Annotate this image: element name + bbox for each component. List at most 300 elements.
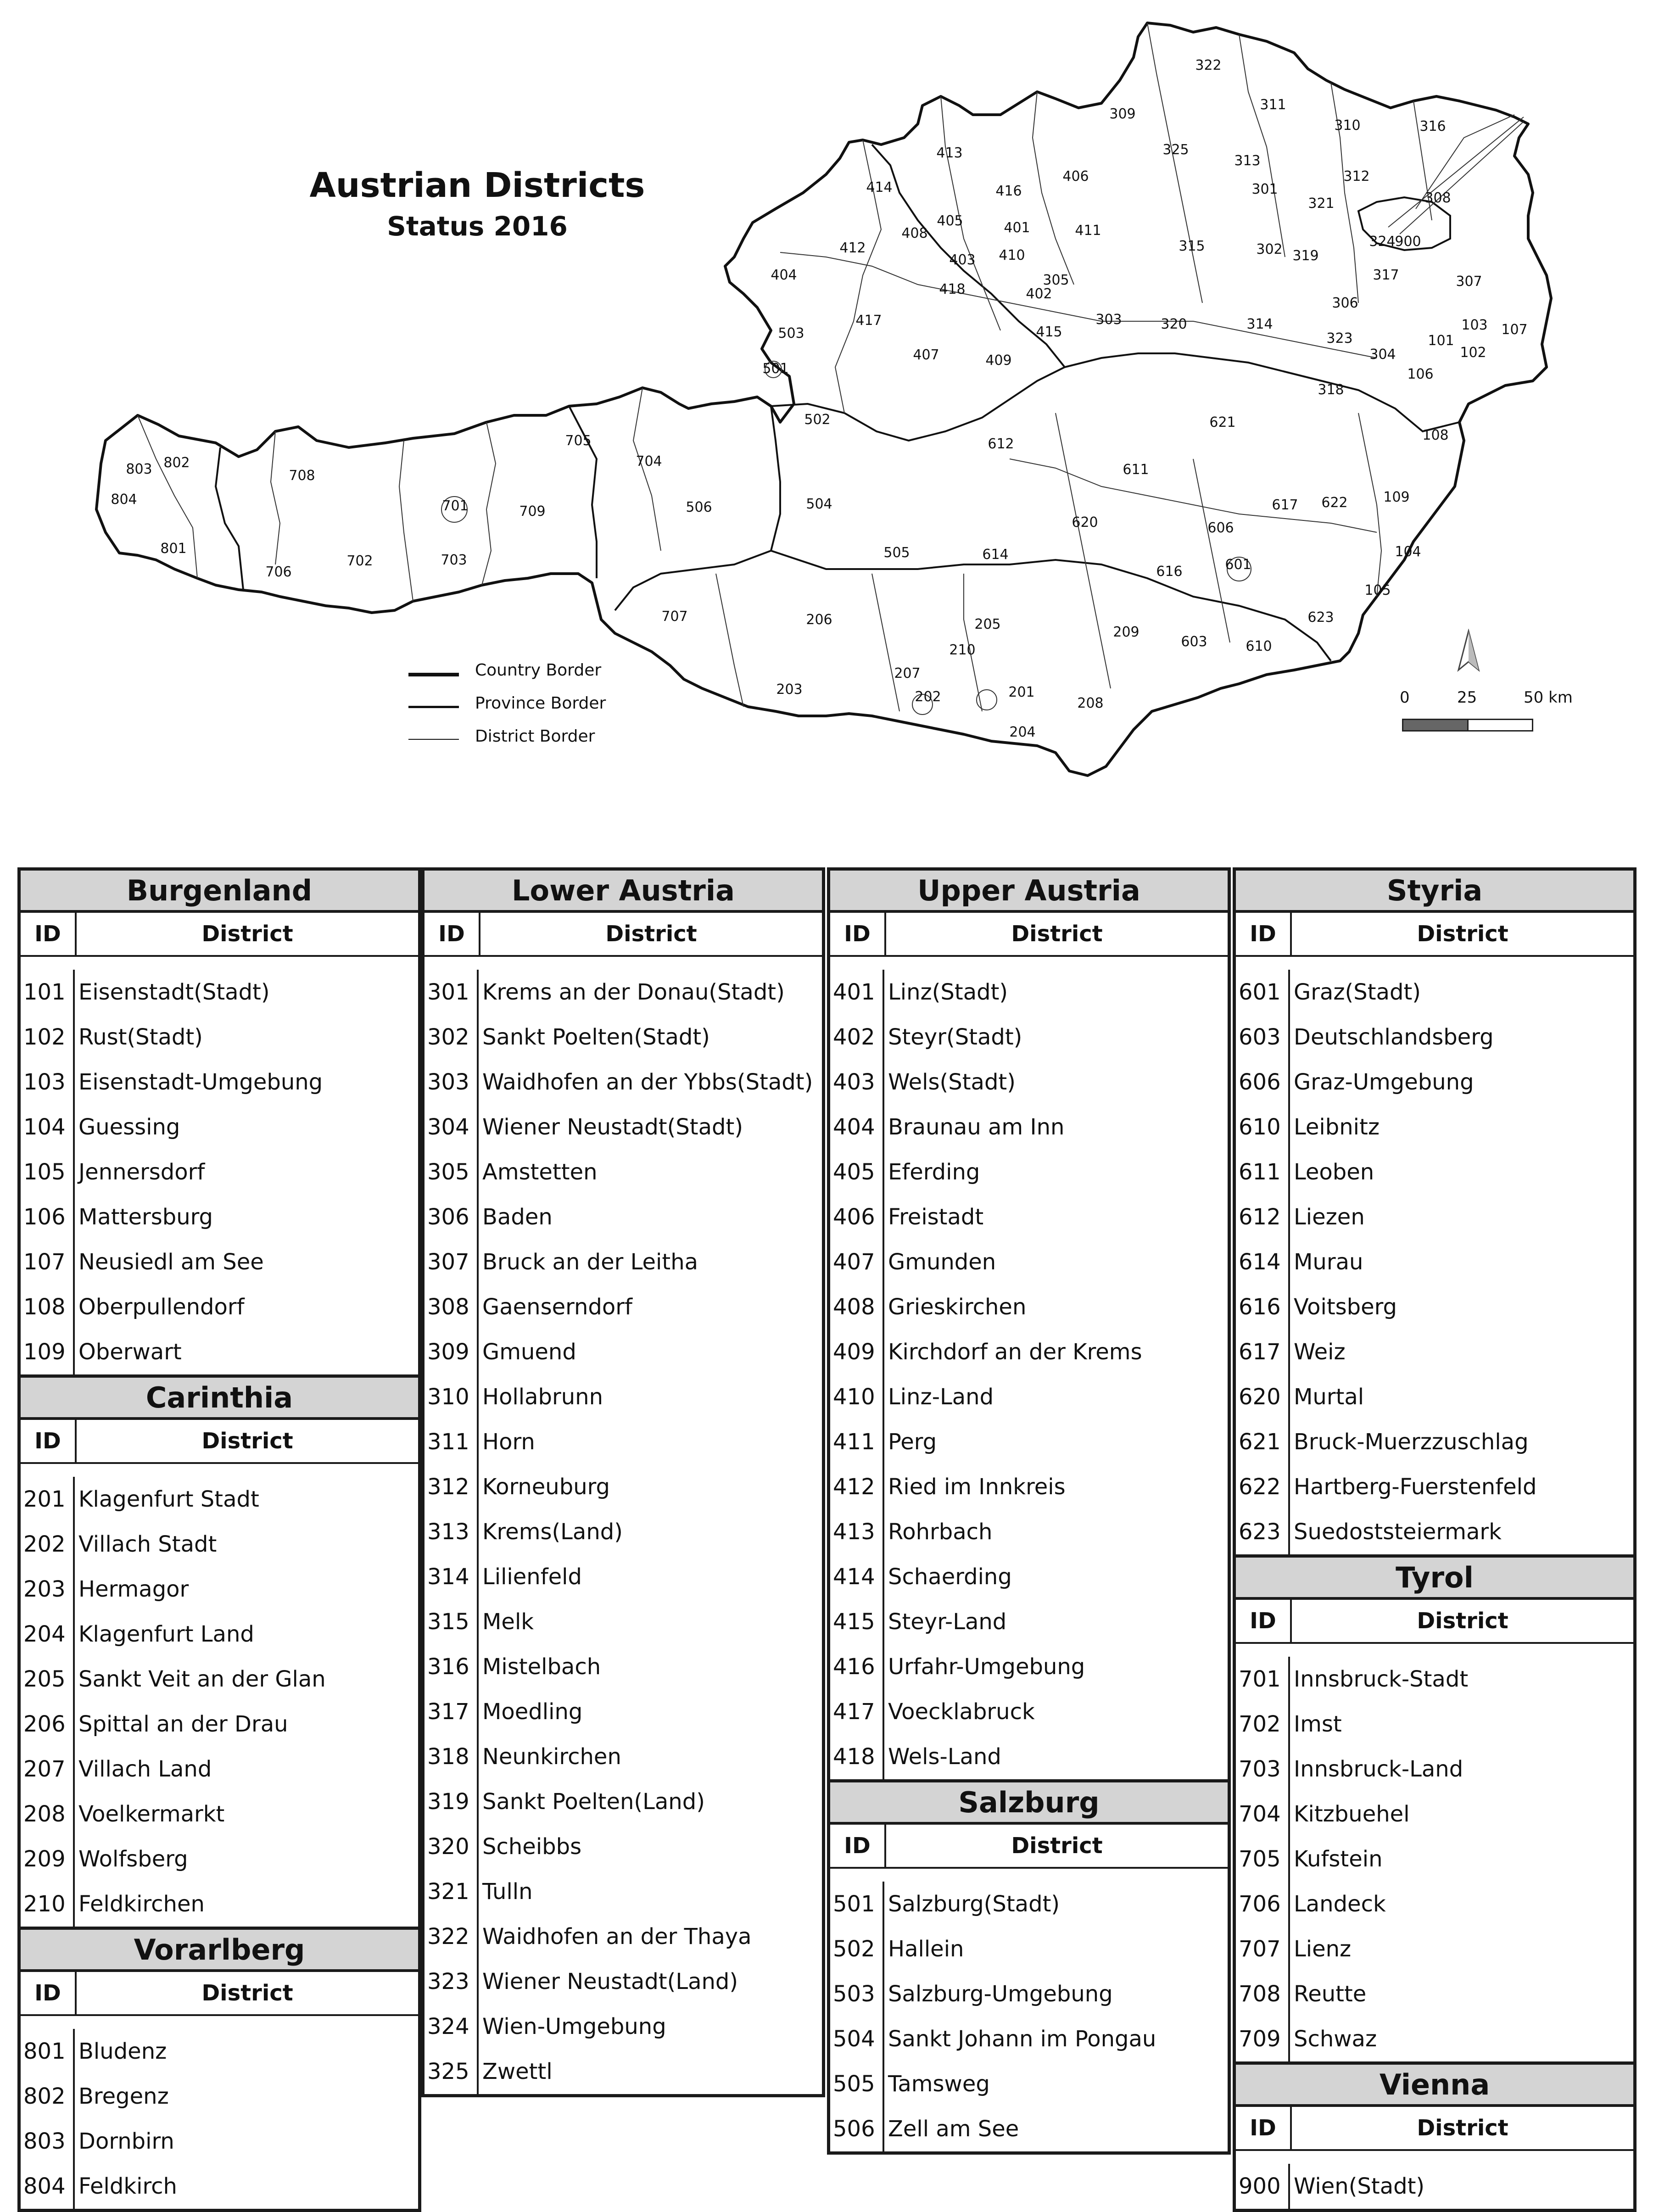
table-row — [1236, 1837, 1633, 1882]
table-row — [21, 1105, 418, 1150]
district-name: Sankt Poelten(Land) — [482, 1789, 705, 1815]
district-label-417: 417 — [855, 313, 882, 329]
district-rows — [21, 1464, 418, 1927]
table-row — [21, 1657, 418, 1702]
table-row — [21, 1522, 418, 1567]
district-id: 102 — [21, 1015, 75, 1060]
district-label-614: 614 — [982, 547, 1009, 563]
district-name: Sankt Poelten(Stadt) — [482, 1024, 710, 1050]
table-row — [830, 1972, 1228, 2016]
district-name: Hollabrunn — [482, 1384, 603, 1410]
district-name: Ried im Innkreis — [888, 1474, 1066, 1500]
district-id: 201 — [21, 1477, 75, 1522]
district-id: 611 — [1236, 1150, 1290, 1195]
column-headers — [830, 1825, 1228, 1869]
district-label-606: 606 — [1207, 520, 1234, 536]
scale-segment-dark — [1403, 720, 1467, 730]
district-header: District — [1011, 921, 1103, 947]
district-id: 104 — [21, 1105, 75, 1150]
district-rows — [1236, 1644, 1633, 2061]
district-id: 620 — [1236, 1374, 1290, 1419]
table-column-4 — [1233, 867, 1637, 2212]
table-row — [21, 1702, 418, 1747]
district-name: Melk — [482, 1609, 534, 1635]
district-name: Landeck — [1294, 1891, 1386, 1917]
district-name: Grieskirchen — [888, 1294, 1027, 1320]
district-label-617: 617 — [1272, 497, 1298, 513]
district-header: District — [1417, 2115, 1508, 2141]
district-label-402: 402 — [1026, 286, 1052, 302]
district-id: 207 — [21, 1747, 75, 1792]
table-row — [21, 1015, 418, 1060]
district-id: 324 — [425, 2004, 479, 2049]
district-label-101: 101 — [1428, 333, 1454, 349]
table-row — [21, 1240, 418, 1285]
district-name: Oberwart — [78, 1339, 182, 1365]
district-name: Murtal — [1294, 1384, 1364, 1410]
district-rows — [830, 1869, 1228, 2151]
table-row — [830, 2106, 1228, 2151]
district-name: Freistadt — [888, 1204, 984, 1230]
district-name: Dornbirn — [78, 2128, 174, 2154]
district-id: 802 — [21, 2074, 75, 2119]
district-name: Tamsweg — [888, 2071, 990, 2097]
district-id: 504 — [830, 2016, 884, 2061]
district-name: Innsbruck-Land — [1294, 1756, 1463, 1782]
district-label-616: 616 — [1156, 564, 1183, 580]
district-id: 308 — [425, 1285, 479, 1329]
district-id: 416 — [830, 1644, 884, 1689]
table-row — [425, 1554, 822, 1599]
table-row — [1236, 1702, 1633, 1747]
district-rows — [21, 2016, 418, 2209]
district-id: 204 — [21, 1612, 75, 1657]
district-label-316: 316 — [1419, 118, 1446, 134]
table-row — [21, 1285, 418, 1329]
district-name: Waidhofen an der Thaya — [482, 1924, 752, 1949]
district-label-318: 318 — [1318, 382, 1344, 398]
table-row — [21, 1567, 418, 1612]
id-header: ID — [1236, 913, 1292, 955]
table-row — [425, 2049, 822, 2094]
table-row — [425, 1150, 822, 1195]
table-row — [1236, 970, 1633, 1015]
district-name: Bruck an der Leitha — [482, 1249, 698, 1275]
table-row — [830, 1060, 1228, 1105]
district-label-305: 305 — [1043, 272, 1069, 288]
district-name: Steyr-Land — [888, 1609, 1007, 1635]
district-name: Neunkirchen — [482, 1744, 621, 1770]
district-label-703: 703 — [441, 552, 467, 568]
district-id: 705 — [1236, 1837, 1290, 1882]
district-label-802: 802 — [163, 455, 190, 471]
province-name: Tyrol — [1236, 1558, 1633, 1600]
district-id: 708 — [1236, 1972, 1290, 2016]
district-label-801: 801 — [160, 541, 187, 557]
district-id: 601 — [1236, 970, 1290, 1015]
table-row — [1236, 1882, 1633, 1927]
province-name: Vienna — [1236, 2065, 1633, 2107]
district-id: 503 — [830, 1972, 884, 2016]
table-row — [830, 1509, 1228, 1554]
district-id: 410 — [830, 1374, 884, 1419]
district-id: 407 — [830, 1240, 884, 1285]
table-row — [21, 2164, 418, 2209]
district-name: Wien(Stadt) — [1294, 2173, 1425, 2199]
country-border — [96, 23, 1551, 776]
district-id: 622 — [1236, 1464, 1290, 1509]
district-name: Urfahr-Umgebung — [888, 1654, 1085, 1680]
table-row — [1236, 1419, 1633, 1464]
district-id: 301 — [425, 970, 479, 1015]
table-row — [830, 1105, 1228, 1150]
table-row — [830, 1285, 1228, 1329]
district-label-108: 108 — [1422, 427, 1449, 443]
district-name: Linz-Land — [888, 1384, 994, 1410]
district-name: Sankt Veit an der Glan — [78, 1666, 326, 1692]
district-name: Mistelbach — [482, 1654, 601, 1680]
table-row — [21, 1747, 418, 1792]
district-id: 105 — [21, 1150, 75, 1195]
district-label-107: 107 — [1501, 322, 1528, 338]
district-id: 108 — [21, 1285, 75, 1329]
district-id: 209 — [21, 1837, 75, 1882]
district-name: Hermagor — [78, 1576, 189, 1602]
district-name: Korneuburg — [482, 1474, 610, 1500]
map-title: Austrian Districts — [309, 166, 645, 205]
table-row — [21, 1792, 418, 1837]
district-label-706: 706 — [265, 564, 292, 580]
district-id: 315 — [425, 1599, 479, 1644]
table-row — [425, 1195, 822, 1240]
district-id: 801 — [21, 2029, 75, 2074]
district-label-315: 315 — [1179, 238, 1205, 254]
district-id: 411 — [830, 1419, 884, 1464]
district-id: 612 — [1236, 1195, 1290, 1240]
district-label-304: 304 — [1369, 346, 1396, 363]
district-label-413: 413 — [936, 145, 963, 161]
district-label-209: 209 — [1113, 624, 1140, 640]
table-row — [21, 970, 418, 1015]
province-table-vorarlberg — [17, 1927, 421, 2212]
district-name: Rohrbach — [888, 1519, 993, 1545]
district-label-505: 505 — [883, 545, 910, 561]
district-id: 107 — [21, 1240, 75, 1285]
district-id: 317 — [425, 1689, 479, 1734]
table-row — [425, 1779, 822, 1824]
north-arrow-icon — [1455, 629, 1482, 684]
table-row — [425, 1914, 822, 1959]
district-label-202: 202 — [915, 689, 941, 705]
district-name: Bregenz — [78, 2084, 169, 2109]
district-header: District — [1011, 1833, 1103, 1859]
table-row — [1236, 1329, 1633, 1374]
district-id: 701 — [1236, 1657, 1290, 1702]
table-row — [1236, 1747, 1633, 1792]
table-column-1 — [17, 867, 421, 2212]
district-name: Tulln — [482, 1879, 533, 1905]
table-row — [1236, 1285, 1633, 1329]
column-headers — [21, 1420, 418, 1464]
column-headers — [1236, 2107, 1633, 2151]
district-label-317: 317 — [1373, 267, 1399, 283]
district-label-610: 610 — [1246, 638, 1272, 654]
district-id: 900 — [1236, 2164, 1290, 2209]
table-row — [21, 1837, 418, 1882]
district-name: Krems(Land) — [482, 1519, 623, 1545]
district-label-201: 201 — [1008, 684, 1035, 700]
table-row — [21, 1150, 418, 1195]
district-name: Schwaz — [1294, 2026, 1377, 2052]
table-row — [1236, 2016, 1633, 2061]
district-label-405: 405 — [937, 213, 963, 229]
district-id: 415 — [830, 1599, 884, 1644]
district-id: 403 — [830, 1060, 884, 1105]
district-name: Voitsberg — [1294, 1294, 1397, 1320]
district-name: Innsbruck-Stadt — [1294, 1666, 1469, 1692]
district-label-409: 409 — [985, 352, 1012, 369]
district-label-502: 502 — [804, 412, 831, 428]
district-label-325: 325 — [1162, 142, 1189, 158]
district-label-416: 416 — [995, 183, 1022, 199]
district-name: Gmunden — [888, 1249, 996, 1275]
district-name: Baden — [482, 1204, 553, 1230]
district-label-709: 709 — [519, 503, 546, 519]
district-name: Hartberg-Fuerstenfeld — [1294, 1474, 1537, 1500]
district-label-707: 707 — [661, 609, 688, 625]
district-id: 505 — [830, 2061, 884, 2106]
district-name: Weiz — [1294, 1339, 1346, 1365]
table-row — [830, 1927, 1228, 1972]
district-label-701: 701 — [442, 498, 469, 514]
table-row — [830, 1015, 1228, 1060]
district-name: Graz-Umgebung — [1294, 1069, 1474, 1095]
district-label-503: 503 — [778, 325, 804, 341]
district-rows — [830, 957, 1228, 1779]
district-id: 208 — [21, 1792, 75, 1837]
district-id: 106 — [21, 1195, 75, 1240]
table-row — [830, 1150, 1228, 1195]
district-id: 302 — [425, 1015, 479, 1060]
district-label-804: 804 — [111, 492, 137, 508]
province-name: Styria — [1236, 871, 1633, 913]
district-name: Moedling — [482, 1699, 583, 1725]
district-id: 401 — [830, 970, 884, 1015]
district-label-307: 307 — [1456, 274, 1482, 290]
district-id: 417 — [830, 1689, 884, 1734]
table-row — [1236, 1195, 1633, 1240]
province-name: Vorarlberg — [21, 1930, 418, 1972]
district-name: Eferding — [888, 1159, 980, 1185]
table-row — [425, 970, 822, 1015]
district-label-411: 411 — [1075, 223, 1101, 239]
table-row — [1236, 2164, 1633, 2209]
table-row — [425, 1060, 822, 1105]
district-label-104: 104 — [1395, 544, 1421, 560]
district-id: 306 — [425, 1195, 479, 1240]
district-id: 304 — [425, 1105, 479, 1150]
district-id: 408 — [830, 1285, 884, 1329]
district-id: 402 — [830, 1015, 884, 1060]
district-label-311: 311 — [1260, 97, 1286, 113]
district-id: 412 — [830, 1464, 884, 1509]
district-header: District — [201, 1980, 293, 2006]
district-label-415: 415 — [1036, 324, 1062, 340]
table-row — [21, 1060, 418, 1105]
district-label-207: 207 — [894, 665, 921, 681]
district-label-109: 109 — [1383, 489, 1410, 505]
district-name: Krems an der Donau(Stadt) — [482, 979, 785, 1005]
district-label-308: 308 — [1424, 190, 1451, 206]
province-table-tyrol — [1233, 1554, 1637, 2065]
id-header: ID — [425, 913, 480, 955]
district-id: 321 — [425, 1869, 479, 1914]
province-name: Salzburg — [830, 1782, 1228, 1825]
district-name: Zwettl — [482, 2059, 553, 2084]
district-name: Liezen — [1294, 1204, 1365, 1230]
district-label-603: 603 — [1181, 634, 1207, 650]
table-row — [425, 1734, 822, 1779]
table-row — [830, 2061, 1228, 2106]
district-label-204: 204 — [1009, 724, 1036, 740]
district-name: Suedoststeiermark — [1294, 1519, 1502, 1545]
district-label-309: 309 — [1109, 106, 1136, 122]
district-id: 322 — [425, 1914, 479, 1959]
scale-end: 50 km — [1524, 688, 1573, 707]
district-label-105: 105 — [1364, 582, 1391, 598]
district-label-404: 404 — [771, 267, 797, 283]
district-label-704: 704 — [636, 453, 662, 469]
district-id: 616 — [1236, 1285, 1290, 1329]
district-id: 506 — [830, 2106, 884, 2151]
district-id: 303 — [425, 1060, 479, 1105]
district-name: Jennersdorf — [78, 1159, 205, 1185]
district-name: Eisenstadt-Umgebung — [78, 1069, 323, 1095]
district-name: Salzburg(Stadt) — [888, 1891, 1060, 1917]
district-label-206: 206 — [806, 612, 832, 628]
district-id: 313 — [425, 1509, 479, 1554]
district-label-414: 414 — [866, 179, 893, 196]
table-row — [830, 1882, 1228, 1927]
district-label-407: 407 — [913, 347, 939, 363]
province-table-vienna — [1233, 2061, 1637, 2212]
table-row — [425, 1374, 822, 1419]
district-label-803: 803 — [126, 461, 152, 477]
district-name: Klagenfurt Land — [78, 1621, 254, 1647]
table-row — [830, 1734, 1228, 1779]
scale-bar — [1400, 688, 1573, 734]
district-id: 101 — [21, 970, 75, 1015]
district-name: Horn — [482, 1429, 535, 1455]
country-border-swatch — [408, 673, 459, 676]
district-label-611: 611 — [1123, 462, 1149, 478]
province-name: Upper Austria — [830, 871, 1228, 913]
district-id: 310 — [425, 1374, 479, 1419]
province-border-swatch — [408, 706, 459, 708]
district-id: 210 — [21, 1882, 75, 1927]
province-table-lower-austria — [421, 867, 825, 2097]
district-id: 103 — [21, 1060, 75, 1105]
district-id: 206 — [21, 1702, 75, 1747]
district-label-322: 322 — [1195, 57, 1222, 73]
table-row — [1236, 1374, 1633, 1419]
province-table-salzburg — [827, 1779, 1231, 2155]
table-row — [1236, 1015, 1633, 1060]
district-name: Villach Stadt — [78, 1531, 217, 1557]
district-label-301: 301 — [1251, 181, 1278, 197]
table-row — [830, 1374, 1228, 1419]
table-row — [21, 2029, 418, 2074]
district-label-106: 106 — [1407, 366, 1434, 382]
district-id: 307 — [425, 1240, 479, 1285]
district-border-swatch — [408, 739, 459, 740]
district-label-210: 210 — [949, 642, 976, 658]
district-label-306: 306 — [1332, 295, 1358, 311]
district-label-622: 622 — [1321, 495, 1348, 511]
legend-label: Province Border — [475, 694, 606, 713]
district-id: 406 — [830, 1195, 884, 1240]
district-name: Steyr(Stadt) — [888, 1024, 1022, 1050]
district-label-705: 705 — [565, 433, 592, 449]
district-name: Wels(Stadt) — [888, 1069, 1016, 1095]
table-row — [425, 1644, 822, 1689]
district-name: Schaerding — [888, 1564, 1012, 1590]
province-name: Lower Austria — [425, 871, 822, 913]
district-id: 606 — [1236, 1060, 1290, 1105]
district-name: Kitzbuehel — [1294, 1801, 1410, 1827]
district-name: Guessing — [78, 1114, 180, 1140]
district-name: Voecklabruck — [888, 1699, 1035, 1725]
district-id: 603 — [1236, 1015, 1290, 1060]
table-row — [1236, 1105, 1633, 1150]
id-header: ID — [1236, 2107, 1292, 2149]
table-row — [425, 1419, 822, 1464]
table-row — [425, 1105, 822, 1150]
district-label-702: 702 — [346, 553, 373, 569]
district-label-412: 412 — [839, 240, 866, 256]
district-id: 316 — [425, 1644, 479, 1689]
district-name: Bruck-Muerzzuschlag — [1294, 1429, 1529, 1455]
district-id: 311 — [425, 1419, 479, 1464]
scale-segment-light — [1467, 720, 1532, 730]
district-name: Scheibbs — [482, 1834, 582, 1860]
district-id: 312 — [425, 1464, 479, 1509]
district-label-319: 319 — [1292, 248, 1319, 264]
district-name: Leibnitz — [1294, 1114, 1380, 1140]
district-label-320: 320 — [1161, 316, 1187, 332]
district-label-601: 601 — [1225, 557, 1251, 573]
table-column-2 — [421, 867, 825, 2097]
district-rows — [1236, 957, 1633, 1554]
district-name: Feldkirch — [78, 2173, 177, 2199]
district-name: Amstetten — [482, 1159, 598, 1185]
district-label-410: 410 — [999, 247, 1025, 263]
district-id: 617 — [1236, 1329, 1290, 1374]
table-row — [425, 1869, 822, 1914]
table-row — [830, 2016, 1228, 2061]
province-table-upper-austria — [827, 867, 1231, 1782]
column-headers — [425, 913, 822, 957]
table-row — [21, 1882, 418, 1927]
district-rows — [425, 957, 822, 2094]
district-name: Mattersburg — [78, 1204, 213, 1230]
table-row — [830, 1240, 1228, 1285]
district-name: Leoben — [1294, 1159, 1374, 1185]
district-name: Villach Land — [78, 1756, 212, 1782]
district-id: 314 — [425, 1554, 479, 1599]
district-name: Imst — [1294, 1711, 1342, 1737]
district-name: Wiener Neustadt(Land) — [482, 1969, 738, 1994]
